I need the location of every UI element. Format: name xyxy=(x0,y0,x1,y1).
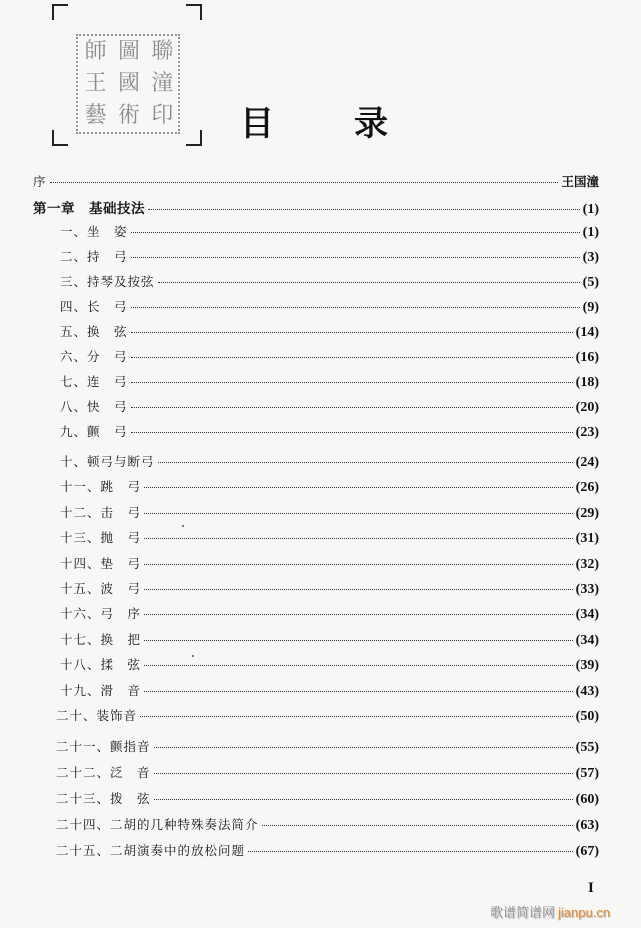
dot-leader xyxy=(50,182,559,183)
toc-row[interactable] xyxy=(56,815,599,833)
seal-glyph: 藝 xyxy=(84,103,105,128)
dot-leader xyxy=(144,640,573,641)
toc-row[interactable] xyxy=(60,422,599,440)
seal-glyph: 聯 xyxy=(151,39,172,64)
seal-glyph: 術 xyxy=(117,103,138,128)
toc-row[interactable] xyxy=(60,655,599,673)
toc-page: (20) xyxy=(575,400,599,415)
toc-row[interactable] xyxy=(60,297,599,315)
toc-page: (57) xyxy=(575,766,599,781)
dot-leader xyxy=(158,462,573,463)
scan-speck xyxy=(192,655,194,657)
toc-row[interactable] xyxy=(60,222,599,240)
dot-leader xyxy=(144,614,573,615)
toc-row[interactable] xyxy=(56,763,599,781)
toc-row[interactable] xyxy=(60,604,599,622)
dot-leader xyxy=(154,773,573,774)
toc-label: 十九、滑 音 xyxy=(60,683,142,698)
toc-page: (67) xyxy=(575,844,599,859)
watermark-domain: jianpu.cn xyxy=(558,905,611,920)
dot-leader xyxy=(248,851,573,852)
toc-label: 二、持 弓 xyxy=(60,249,128,264)
toc-page: (3) xyxy=(582,250,599,265)
seal-glyph: 印 xyxy=(151,103,172,128)
toc-page: (24) xyxy=(575,455,599,470)
toc-row[interactable] xyxy=(60,503,599,521)
dot-leader xyxy=(158,282,580,283)
toc-label: 十五、波 弓 xyxy=(60,581,142,596)
toc-page: (31) xyxy=(575,531,599,546)
watermark-text: 歌谱简谱网 xyxy=(490,906,556,921)
toc-row[interactable] xyxy=(60,579,599,597)
title-char-1: 目 xyxy=(240,104,274,144)
toc-row[interactable] xyxy=(56,706,599,724)
toc-row-preface[interactable] xyxy=(33,172,599,190)
toc-page: (43) xyxy=(575,684,599,699)
toc-row[interactable] xyxy=(60,477,599,495)
dot-leader xyxy=(131,332,573,333)
page-number: I xyxy=(588,880,594,896)
toc-page: (26) xyxy=(575,480,599,495)
toc-label: 三、持琴及按弦 xyxy=(60,274,155,289)
seal-glyph: 師 xyxy=(84,39,105,64)
toc-label: 二十、装饰音 xyxy=(56,708,138,723)
toc-label: 四、长 弓 xyxy=(60,299,128,314)
toc-label: 二十四、二胡的几种特殊奏法简介 xyxy=(56,817,259,832)
dot-leader xyxy=(144,665,573,666)
toc-page: (5) xyxy=(582,275,599,290)
toc-label: 十一、跳 弓 xyxy=(60,479,142,494)
dot-leader xyxy=(131,232,580,233)
toc-page: (18) xyxy=(575,375,599,390)
seal-stamp xyxy=(52,4,202,146)
toc-label: 九、颤 弓 xyxy=(60,424,128,439)
crop-mark-top-left xyxy=(52,4,68,20)
toc-page: (34) xyxy=(575,633,599,648)
dot-leader xyxy=(131,407,573,408)
toc-label: 六、分 弓 xyxy=(60,349,128,364)
toc-page: (9) xyxy=(582,300,599,315)
title-char-2: 录 xyxy=(354,104,388,144)
dot-leader xyxy=(131,307,580,308)
toc-page: (29) xyxy=(575,506,599,521)
toc-page: (55) xyxy=(575,740,599,755)
toc-label: 七、连 弓 xyxy=(60,374,128,389)
toc-row[interactable] xyxy=(60,272,599,290)
toc-label: 二十二、泛 音 xyxy=(56,765,151,780)
toc-label: 序 xyxy=(33,174,47,189)
dot-leader xyxy=(148,209,580,210)
toc-page: (14) xyxy=(575,325,599,340)
toc-label: 二十三、拨 弦 xyxy=(56,791,151,806)
toc-row[interactable] xyxy=(60,322,599,340)
seal-glyph: 圖 xyxy=(117,39,138,64)
toc-page: (34) xyxy=(575,607,599,622)
toc-row[interactable] xyxy=(56,737,599,755)
toc-label: 二十一、颤指音 xyxy=(56,739,151,754)
toc-author: 王国潼 xyxy=(561,174,599,189)
dot-leader xyxy=(262,825,573,826)
toc-label: 第一章 基础技法 xyxy=(33,201,145,217)
toc-label: 十二、击 弓 xyxy=(60,505,142,520)
seal-glyph: 國 xyxy=(117,71,138,96)
dot-leader xyxy=(131,357,573,358)
page-title xyxy=(240,96,388,145)
dot-leader xyxy=(144,564,573,565)
toc-label: 一、坐 姿 xyxy=(60,224,128,239)
dot-leader xyxy=(140,716,573,717)
toc-page: (1) xyxy=(582,225,599,240)
toc-label: 十七、换 把 xyxy=(60,632,142,647)
toc-page: (1) xyxy=(582,202,599,217)
toc-page: (39) xyxy=(575,658,599,673)
toc-row[interactable] xyxy=(56,841,599,859)
dot-leader xyxy=(154,747,573,748)
dot-leader xyxy=(144,538,573,539)
toc-label: 二十五、二胡演奏中的放松问题 xyxy=(56,843,246,858)
seal-glyph: 潼 xyxy=(151,71,172,96)
dot-leader xyxy=(144,589,573,590)
dot-leader xyxy=(144,513,573,514)
toc-row[interactable] xyxy=(60,372,599,390)
dot-leader xyxy=(131,432,573,433)
dot-leader xyxy=(144,487,573,488)
watermark xyxy=(490,902,610,921)
toc-page: (23) xyxy=(575,425,599,440)
toc-row-chapter[interactable] xyxy=(33,197,599,215)
toc-label: 十六、弓 序 xyxy=(60,606,142,621)
toc-row[interactable] xyxy=(60,554,599,572)
dot-leader xyxy=(154,799,573,800)
toc-row[interactable] xyxy=(60,397,599,415)
toc-page: (63) xyxy=(575,818,599,833)
toc-row[interactable] xyxy=(60,630,599,648)
toc-label: 八、快 弓 xyxy=(60,399,128,414)
scan-speck xyxy=(182,525,184,527)
crop-mark-bottom-left xyxy=(52,130,68,146)
toc-label: 十三、抛 弓 xyxy=(60,530,142,545)
dot-leader xyxy=(144,691,573,692)
toc-label: 十、顿弓与断弓 xyxy=(60,454,155,469)
toc-row[interactable] xyxy=(60,247,599,265)
toc-page: (50) xyxy=(575,709,599,724)
toc-label: 五、换 弦 xyxy=(60,324,128,339)
toc-row[interactable] xyxy=(56,789,599,807)
toc-page: (16) xyxy=(575,350,599,365)
seal-glyph: 王 xyxy=(84,71,105,96)
toc-label: 十四、垫 弓 xyxy=(60,556,142,571)
dot-leader xyxy=(131,382,573,383)
toc-row[interactable] xyxy=(60,452,599,470)
toc-row[interactable] xyxy=(60,528,599,546)
toc-page: (32) xyxy=(575,557,599,572)
toc-row[interactable] xyxy=(60,347,599,365)
toc-row[interactable] xyxy=(60,681,599,699)
dot-leader xyxy=(131,257,580,258)
toc-label: 十八、揉 弦 xyxy=(60,657,142,672)
crop-mark-bottom-right xyxy=(186,130,202,146)
seal-glyph-grid xyxy=(76,34,180,134)
toc-page: (33) xyxy=(575,582,599,597)
toc-page: (60) xyxy=(575,792,599,807)
crop-mark-top-right xyxy=(186,4,202,20)
